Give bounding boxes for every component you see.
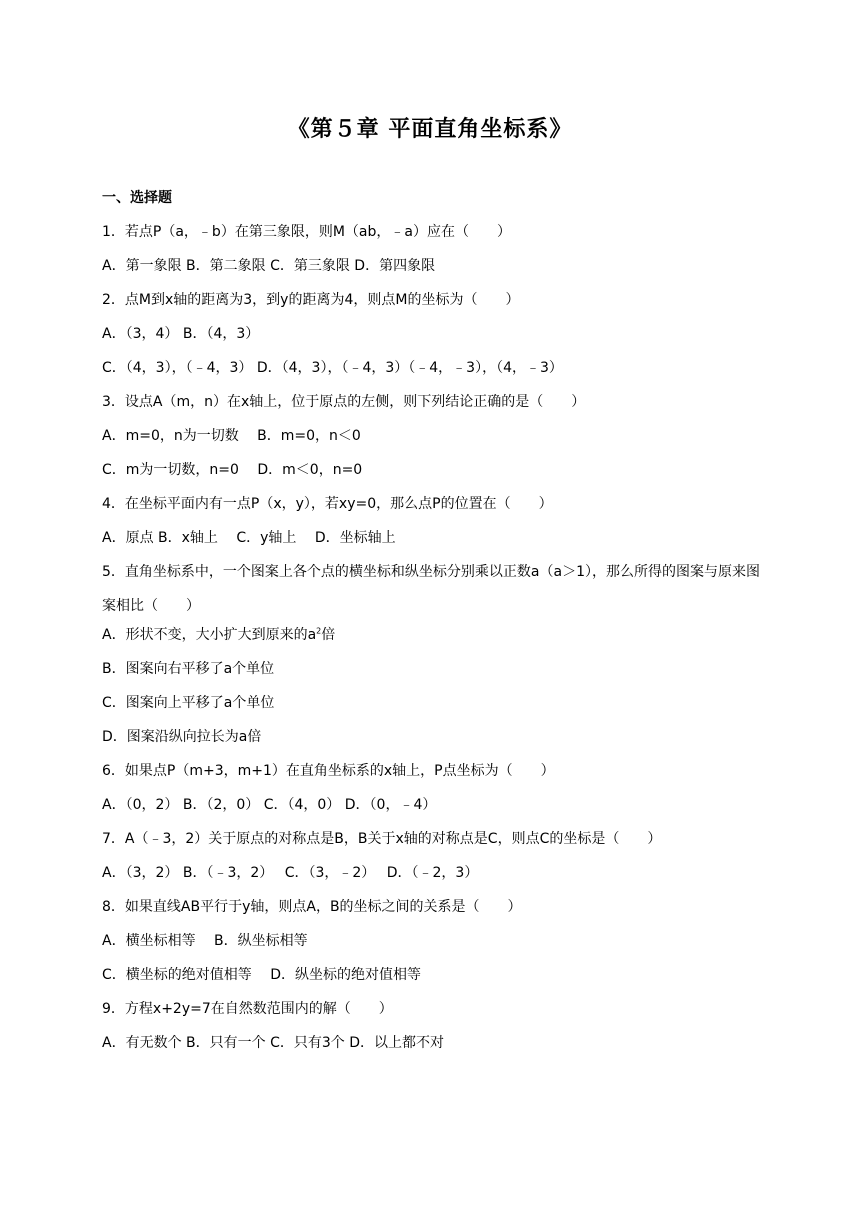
question-list (102, 186, 762, 1065)
question-5-option-a (102, 623, 762, 657)
question-8-options-cd: C．横坐标的绝对值相等 D．纵坐标的绝对值相等 (102, 967, 422, 983)
question-9: 9．方程x+2y=7在自然数范围内的解（ ） (102, 1001, 393, 1017)
question-6: 6．如果点P（m+3，m+1）在直角坐标系的x轴上，P点坐标为（ ） (102, 763, 555, 779)
question-4-options: A．原点 B．x轴上 C．y轴上 D．坐标轴上 (102, 530, 396, 546)
question-4: 4．在坐标平面内有一点P（x，y），若xy=0，那么点P的位置在（ ） (102, 496, 553, 512)
question-3-options-ab: A．m=0，n为一切数 B．m=0，n＜0 (102, 428, 361, 444)
question-3-options-cd: C．m为一切数，n=0 D．m＜0，n=0 (102, 462, 363, 478)
question-1-options: A．第一象限 B．第二象限 C．第三象限 D．第四象限 (102, 258, 436, 274)
question-5-option-c: C．图案向上平移了a个单位 (102, 695, 275, 711)
superscript: 2 (316, 626, 322, 636)
question-2-options-ab: A．（3，4） B．（4，3） (102, 326, 260, 342)
question-7: 7．A（﹣3，2）关于原点的对称点是B，B关于x轴的对称点是C，则点C的坐标是（ ） (102, 831, 662, 847)
question-3: 3．设点A（m，n）在x轴上，位于原点的左侧，则下列结论正确的是（ ） (102, 394, 586, 410)
question-5-option-b: B．图案向右平移了a个单位 (102, 661, 275, 677)
question-2-options-cd: C．（4，3），（﹣4，3） D．（4，3），（﹣4，3）（﹣4，﹣3），（4，﹣3） (102, 360, 563, 376)
question-5-option-d: D．图案沿纵向拉长为a倍 (102, 729, 262, 745)
section-heading: 一、选择题 (102, 190, 172, 206)
option-a-text: A．形状不变，大小扩大到原来的a (102, 627, 317, 643)
question-2: 2．点M到x轴的距离为3，到y的距离为4，则点M的坐标为（ ） (102, 292, 520, 308)
question-1: 1．若点P（a，﹣b）在第三象限，则M（ab，﹣a）应在（ ） (102, 224, 511, 240)
page-title: 《第５章 平面直角坐标系》 (287, 117, 573, 142)
question-5: 5．直角坐标系中，一个图案上各个点的横坐标和纵坐标分别乘以正数a（a＞1），那么所得的图案与原来图案相比（ ） (102, 564, 760, 614)
question-8-options-ab: A．横坐标相等 B．纵坐标相等 (102, 933, 308, 949)
question-7-options: A．（3，2） B．（﹣3，2） C．（3，﹣2） D．（﹣2，3） (102, 865, 479, 881)
question-9-options: A．有无数个 B．只有一个 C．只有3个 D．以上都不对 (102, 1035, 444, 1051)
question-6-options: A．（0，2） B．（2，0） C．（4，0） D．（0，﹣4） (102, 797, 437, 813)
option-a-suffix: 倍 (321, 627, 336, 643)
question-8: 8．如果直线AB平行于y轴，则点A，B的坐标之间的关系是（ ） (102, 899, 522, 915)
